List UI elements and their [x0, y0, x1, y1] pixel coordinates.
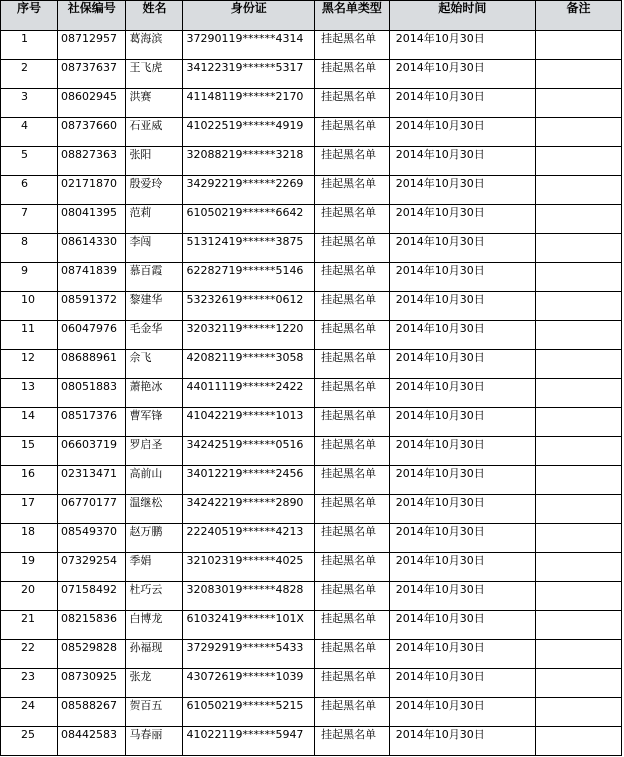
- social-id-cell: 08591372: [58, 292, 126, 321]
- social-id-cell: 06770177: [58, 495, 126, 524]
- start-date-cell: 2014年10月30日: [389, 408, 535, 437]
- seq-cell: 13: [1, 379, 58, 408]
- id-card-cell: 22240519******4213: [183, 524, 315, 553]
- id-card-cell: 34292219******2269: [183, 176, 315, 205]
- blacklist-type-cell: 挂起黑名单: [315, 263, 390, 292]
- blacklist-type-cell: 挂起黑名单: [315, 205, 390, 234]
- social-id-cell: 08215836: [58, 611, 126, 640]
- blacklist-type-cell: 挂起黑名单: [315, 176, 390, 205]
- seq-cell: 16: [1, 466, 58, 495]
- header-seq: 序号: [1, 1, 58, 31]
- id-card-cell: 34242219******2890: [183, 495, 315, 524]
- table-row: [1, 437, 622, 466]
- id-card-cell: 34242519******0516: [183, 437, 315, 466]
- id-card-cell: 34122319******5317: [183, 60, 315, 89]
- blacklist-type-cell: 挂起黑名单: [315, 669, 390, 698]
- seq-cell: 15: [1, 437, 58, 466]
- table-row: [1, 495, 622, 524]
- table-row: [1, 147, 622, 176]
- name-cell: 孙福现: [126, 640, 183, 669]
- seq-cell: 7: [1, 205, 58, 234]
- note-cell: [535, 321, 621, 350]
- seq-cell: 19: [1, 553, 58, 582]
- social-id-cell: 06047976: [58, 321, 126, 350]
- social-id-cell: 02171870: [58, 176, 126, 205]
- note-cell: [535, 466, 621, 495]
- start-date-cell: 2014年10月30日: [389, 147, 535, 176]
- seq-cell: 23: [1, 669, 58, 698]
- start-date-cell: 2014年10月30日: [389, 495, 535, 524]
- seq-cell: 1: [1, 31, 58, 60]
- start-date-cell: 2014年10月30日: [389, 524, 535, 553]
- note-cell: [535, 611, 621, 640]
- social-id-cell: 08529828: [58, 640, 126, 669]
- note-cell: [535, 292, 621, 321]
- id-card-cell: 34012219******2456: [183, 466, 315, 495]
- name-cell: 石亚威: [126, 118, 183, 147]
- blacklist-type-cell: 挂起黑名单: [315, 524, 390, 553]
- table-row: [1, 408, 622, 437]
- name-cell: 范莉: [126, 205, 183, 234]
- name-cell: 李闯: [126, 234, 183, 263]
- seq-cell: 18: [1, 524, 58, 553]
- id-card-cell: 37292919******5433: [183, 640, 315, 669]
- blacklist-type-cell: 挂起黑名单: [315, 437, 390, 466]
- table-row: [1, 727, 622, 756]
- table-row: [1, 234, 622, 263]
- note-cell: [535, 205, 621, 234]
- note-cell: [535, 234, 621, 263]
- id-card-cell: 62282719******5146: [183, 263, 315, 292]
- header-start-date: 起始时间: [389, 1, 535, 31]
- seq-cell: 5: [1, 147, 58, 176]
- note-cell: [535, 669, 621, 698]
- name-cell: 毛金华: [126, 321, 183, 350]
- id-card-cell: 41022519******4919: [183, 118, 315, 147]
- note-cell: [535, 89, 621, 118]
- id-card-cell: 41022119******5947: [183, 727, 315, 756]
- social-id-cell: 08442583: [58, 727, 126, 756]
- social-id-cell: 08737660: [58, 118, 126, 147]
- name-cell: 张龙: [126, 669, 183, 698]
- social-id-cell: 08712957: [58, 31, 126, 60]
- id-card-cell: 32032119******1220: [183, 321, 315, 350]
- social-id-cell: 08827363: [58, 147, 126, 176]
- blacklist-type-cell: 挂起黑名单: [315, 147, 390, 176]
- start-date-cell: 2014年10月30日: [389, 31, 535, 60]
- table-row: [1, 292, 622, 321]
- blacklist-type-cell: 挂起黑名单: [315, 292, 390, 321]
- table-row: [1, 60, 622, 89]
- table-row: [1, 553, 622, 582]
- name-cell: 高前山: [126, 466, 183, 495]
- header-blacklist-type: 黑名单类型: [315, 1, 390, 31]
- name-cell: 罗启圣: [126, 437, 183, 466]
- table-row: [1, 582, 622, 611]
- table-row: [1, 176, 622, 205]
- table-header-row: [1, 1, 622, 31]
- start-date-cell: 2014年10月30日: [389, 698, 535, 727]
- seq-cell: 22: [1, 640, 58, 669]
- social-id-cell: 08051883: [58, 379, 126, 408]
- name-cell: 王飞虎: [126, 60, 183, 89]
- name-cell: 黎建华: [126, 292, 183, 321]
- id-card-cell: 42082119******3058: [183, 350, 315, 379]
- seq-cell: 8: [1, 234, 58, 263]
- note-cell: [535, 495, 621, 524]
- seq-cell: 6: [1, 176, 58, 205]
- note-cell: [535, 176, 621, 205]
- seq-cell: 24: [1, 698, 58, 727]
- blacklist-type-cell: 挂起黑名单: [315, 727, 390, 756]
- table-row: [1, 669, 622, 698]
- start-date-cell: 2014年10月30日: [389, 205, 535, 234]
- seq-cell: 21: [1, 611, 58, 640]
- table-row: [1, 89, 622, 118]
- note-cell: [535, 60, 621, 89]
- note-cell: [535, 437, 621, 466]
- start-date-cell: 2014年10月30日: [389, 582, 535, 611]
- seq-cell: 25: [1, 727, 58, 756]
- social-id-cell: 08549370: [58, 524, 126, 553]
- table-row: [1, 118, 622, 147]
- blacklist-type-cell: 挂起黑名单: [315, 118, 390, 147]
- blacklist-type-cell: 挂起黑名单: [315, 321, 390, 350]
- name-cell: 温继松: [126, 495, 183, 524]
- start-date-cell: 2014年10月30日: [389, 176, 535, 205]
- blacklist-type-cell: 挂起黑名单: [315, 350, 390, 379]
- blacklist-type-cell: 挂起黑名单: [315, 466, 390, 495]
- seq-cell: 11: [1, 321, 58, 350]
- start-date-cell: 2014年10月30日: [389, 321, 535, 350]
- blacklist-type-cell: 挂起黑名单: [315, 379, 390, 408]
- start-date-cell: 2014年10月30日: [389, 350, 535, 379]
- note-cell: [535, 553, 621, 582]
- header-name: 姓名: [126, 1, 183, 31]
- id-card-cell: 37290119******4314: [183, 31, 315, 60]
- blacklist-type-cell: 挂起黑名单: [315, 408, 390, 437]
- name-cell: 慕百霞: [126, 263, 183, 292]
- id-card-cell: 61050219******6642: [183, 205, 315, 234]
- id-card-cell: 43072619******1039: [183, 669, 315, 698]
- id-card-cell: 41148119******2170: [183, 89, 315, 118]
- social-id-cell: 08688961: [58, 350, 126, 379]
- note-cell: [535, 640, 621, 669]
- name-cell: 季娟: [126, 553, 183, 582]
- table-row: [1, 205, 622, 234]
- social-id-cell: 06603719: [58, 437, 126, 466]
- social-id-cell: 08602945: [58, 89, 126, 118]
- blacklist-type-cell: 挂起黑名单: [315, 611, 390, 640]
- name-cell: 杜巧云: [126, 582, 183, 611]
- id-card-cell: 61032419******101X: [183, 611, 315, 640]
- seq-cell: 14: [1, 408, 58, 437]
- blacklist-type-cell: 挂起黑名单: [315, 553, 390, 582]
- note-cell: [535, 727, 621, 756]
- start-date-cell: 2014年10月30日: [389, 727, 535, 756]
- name-cell: 贺百五: [126, 698, 183, 727]
- start-date-cell: 2014年10月30日: [389, 553, 535, 582]
- note-cell: [535, 524, 621, 553]
- id-card-cell: 53232619******0612: [183, 292, 315, 321]
- start-date-cell: 2014年10月30日: [389, 263, 535, 292]
- name-cell: 白博龙: [126, 611, 183, 640]
- social-id-cell: 07158492: [58, 582, 126, 611]
- table-row: [1, 350, 622, 379]
- note-cell: [535, 408, 621, 437]
- note-cell: [535, 582, 621, 611]
- seq-cell: 20: [1, 582, 58, 611]
- table-row: [1, 640, 622, 669]
- seq-cell: 12: [1, 350, 58, 379]
- note-cell: [535, 350, 621, 379]
- table-row: [1, 379, 622, 408]
- note-cell: [535, 698, 621, 727]
- blacklist-type-cell: 挂起黑名单: [315, 640, 390, 669]
- table-row: [1, 31, 622, 60]
- blacklist-type-cell: 挂起黑名单: [315, 495, 390, 524]
- start-date-cell: 2014年10月30日: [389, 379, 535, 408]
- seq-cell: 10: [1, 292, 58, 321]
- start-date-cell: 2014年10月30日: [389, 60, 535, 89]
- seq-cell: 3: [1, 89, 58, 118]
- id-card-cell: 41042219******1013: [183, 408, 315, 437]
- blacklist-type-cell: 挂起黑名单: [315, 89, 390, 118]
- social-id-cell: 08041395: [58, 205, 126, 234]
- name-cell: 赵万鹏: [126, 524, 183, 553]
- header-id-card: 身份证: [183, 1, 315, 31]
- table-row: [1, 611, 622, 640]
- name-cell: 洪赛: [126, 89, 183, 118]
- seq-cell: 4: [1, 118, 58, 147]
- start-date-cell: 2014年10月30日: [389, 437, 535, 466]
- blacklist-type-cell: 挂起黑名单: [315, 31, 390, 60]
- id-card-cell: 32083019******4828: [183, 582, 315, 611]
- blacklist-type-cell: 挂起黑名单: [315, 698, 390, 727]
- seq-cell: 2: [1, 60, 58, 89]
- note-cell: [535, 263, 621, 292]
- id-card-cell: 51312419******3875: [183, 234, 315, 263]
- id-card-cell: 32088219******3218: [183, 147, 315, 176]
- social-id-cell: 08737637: [58, 60, 126, 89]
- name-cell: 佘飞: [126, 350, 183, 379]
- social-id-cell: 02313471: [58, 466, 126, 495]
- name-cell: 马春丽: [126, 727, 183, 756]
- note-cell: [535, 118, 621, 147]
- table-row: [1, 698, 622, 727]
- start-date-cell: 2014年10月30日: [389, 118, 535, 147]
- start-date-cell: 2014年10月30日: [389, 292, 535, 321]
- start-date-cell: 2014年10月30日: [389, 669, 535, 698]
- social-id-cell: 08517376: [58, 408, 126, 437]
- table-row: [1, 524, 622, 553]
- start-date-cell: 2014年10月30日: [389, 611, 535, 640]
- start-date-cell: 2014年10月30日: [389, 466, 535, 495]
- id-card-cell: 61050219******5215: [183, 698, 315, 727]
- social-id-cell: 08730925: [58, 669, 126, 698]
- seq-cell: 17: [1, 495, 58, 524]
- name-cell: 张阳: [126, 147, 183, 176]
- table-row: [1, 321, 622, 350]
- name-cell: 葛海滨: [126, 31, 183, 60]
- social-id-cell: 08614330: [58, 234, 126, 263]
- start-date-cell: 2014年10月30日: [389, 89, 535, 118]
- note-cell: [535, 147, 621, 176]
- note-cell: [535, 31, 621, 60]
- header-note: 备注: [535, 1, 621, 31]
- table-row: [1, 263, 622, 292]
- blacklist-type-cell: 挂起黑名单: [315, 582, 390, 611]
- start-date-cell: 2014年10月30日: [389, 234, 535, 263]
- id-card-cell: 44011119******2422: [183, 379, 315, 408]
- name-cell: 萧艳冰: [126, 379, 183, 408]
- header-social-id: 社保编号: [58, 1, 126, 31]
- social-id-cell: 08741839: [58, 263, 126, 292]
- social-id-cell: 08588267: [58, 698, 126, 727]
- id-card-cell: 32102319******4025: [183, 553, 315, 582]
- start-date-cell: 2014年10月30日: [389, 640, 535, 669]
- name-cell: 曹军锋: [126, 408, 183, 437]
- social-id-cell: 07329254: [58, 553, 126, 582]
- blacklist-type-cell: 挂起黑名单: [315, 60, 390, 89]
- blacklist-type-cell: 挂起黑名单: [315, 234, 390, 263]
- seq-cell: 9: [1, 263, 58, 292]
- table-row: [1, 466, 622, 495]
- name-cell: 殷爱玲: [126, 176, 183, 205]
- note-cell: [535, 379, 621, 408]
